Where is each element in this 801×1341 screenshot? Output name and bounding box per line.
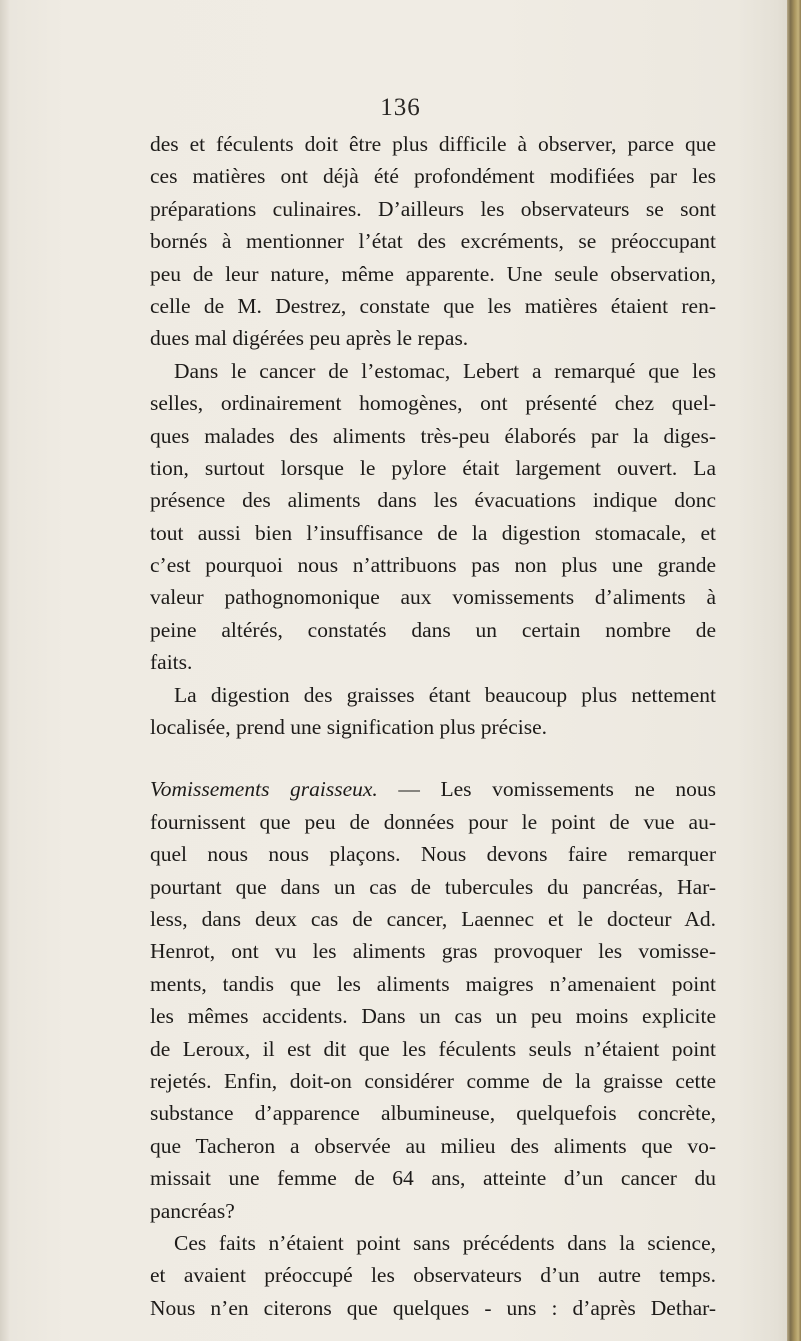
text-line: substance d’apparence albumineuse, quelquefois concrète, xyxy=(150,1101,716,1126)
text-line: des et féculents doit être plus difficile à observer, parce que xyxy=(150,132,716,156)
text-line: ces matières ont déjà été profondément modifiées par les xyxy=(150,164,716,189)
section-heading-line xyxy=(150,773,716,805)
text-line: présence des aliments dans les évacuations indique donc xyxy=(150,488,716,513)
text-line: ments, tandis que les aliments maigres n’amenaient point xyxy=(150,971,716,996)
text-line: missait une femme de 64 ans, atteinte d’un cancer du xyxy=(150,1166,716,1191)
section-gap xyxy=(150,743,716,773)
text-line: Dans le cancer de l’estomac, Lebert a remarqué que les xyxy=(174,358,716,383)
text-line: préparations culinaires. D’ailleurs les observateurs se sont xyxy=(150,196,716,221)
text-line: celle de M. Destrez, constate que les matières étaient ren- xyxy=(150,293,716,318)
text-line: rejetés. Enfin, doit-on considérer comme de la graisse cette xyxy=(150,1068,716,1093)
text-line: ques malades des aliments très-peu élaborés par la diges- xyxy=(150,423,716,448)
text-line: selles, ordinairement homogènes, ont présenté chez quel- xyxy=(150,391,716,416)
text-line: quel nous nous plaçons. Nous devons faire remarquer xyxy=(150,842,716,867)
text-fragment: — Les vomissements ne nous xyxy=(377,777,716,802)
text-line: Ces faits n’étaient point sans précédents dans la science, xyxy=(174,1230,716,1255)
section-heading: Vomissements graisseux. xyxy=(150,777,378,802)
text-line: fournissent que peu de données pour le point de vue au- xyxy=(150,809,716,834)
text-line: La digestion des graisses étant beaucoup plus nettement xyxy=(174,682,716,707)
text-line: dues mal digérées peu après le repas. xyxy=(150,326,469,351)
page-gutter-shadow xyxy=(0,0,10,1341)
text-line: et avaient préoccupé les observateurs d’un autre temps. xyxy=(150,1263,716,1288)
text-line: localisée, prend une signification plus précise. xyxy=(150,715,548,740)
text-line: c’est pourquoi nous n’attribuons pas non plus une grande xyxy=(150,553,716,578)
text-line: tout aussi bien l’insuffisance de la digestion stomacale, et xyxy=(150,520,716,545)
text-line: pancréas? xyxy=(150,1198,235,1223)
body-text xyxy=(150,128,716,1324)
page-edge xyxy=(787,0,801,1341)
page-number: 136 xyxy=(380,94,421,121)
text-line: de Leroux, il est dit que les féculents seuls n’étaient point xyxy=(150,1036,716,1061)
text-line: pourtant que dans un cas de tubercules du pancréas, Har- xyxy=(150,874,716,899)
text-line: Nous n’en citerons que quelques - uns : d’après Dethar- xyxy=(150,1295,716,1320)
text-line: peine altérés, constatés dans un certain nombre de xyxy=(150,617,716,642)
text-line: faits. xyxy=(150,650,193,675)
text-line: Henrot, ont vu les aliments gras provoquer les vomisse- xyxy=(150,939,716,964)
text-line: les mêmes accidents. Dans un cas un peu moins explicite xyxy=(150,1004,716,1029)
text-line: valeur pathognomonique aux vomissements d’aliments à xyxy=(150,585,716,610)
text-line: bornés à mentionner l’état des excréments, se préoccupant xyxy=(150,229,716,254)
text-line: que Tacheron a observée au milieu des aliments que vo- xyxy=(150,1133,716,1158)
text-line: less, dans deux cas de cancer, Laennec et le docteur Ad. xyxy=(150,906,716,931)
text-line: tion, surtout lorsque le pylore était largement ouvert. La xyxy=(150,455,716,480)
text-line: peu de leur nature, même apparente. Une seule observation, xyxy=(150,261,716,286)
